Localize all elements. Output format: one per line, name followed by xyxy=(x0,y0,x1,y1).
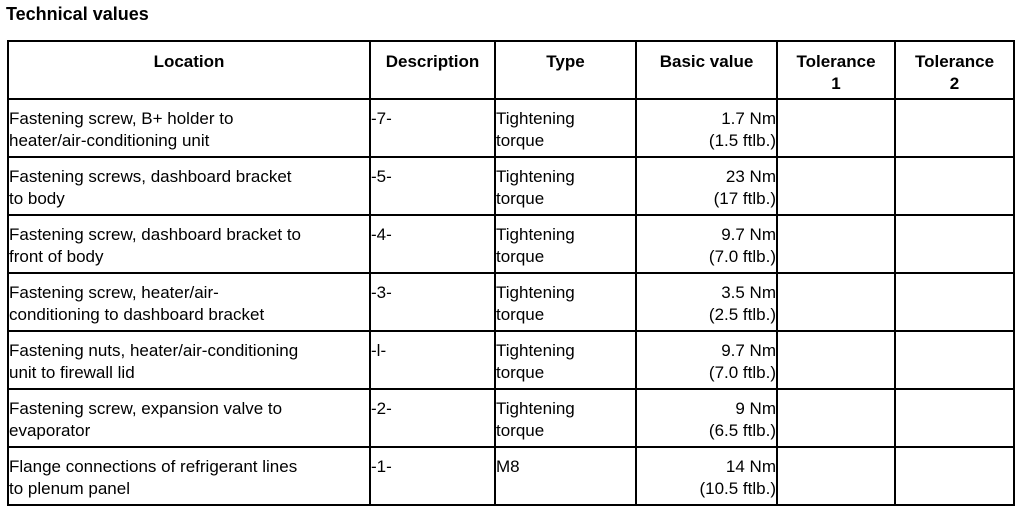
cell-tolerance-2 xyxy=(895,99,1014,157)
table-row xyxy=(8,215,1014,273)
cell-type-line: torque xyxy=(496,305,545,324)
cell-tolerance-1 xyxy=(777,273,895,331)
cell-type-line: torque xyxy=(496,247,545,266)
cell-tolerance-2 xyxy=(895,331,1014,389)
cell-basic-value xyxy=(636,331,777,389)
cell-basic-value-line: 9.7 Nm xyxy=(721,225,776,244)
column-header-tolerance-2: Tolerance 2 xyxy=(895,41,1014,99)
cell-basic-value-line: (7.0 ftlb.) xyxy=(708,247,776,266)
cell-description xyxy=(370,99,495,157)
cell-tolerance-1 xyxy=(777,331,895,389)
cell-tolerance-1 xyxy=(777,157,895,215)
cell-description xyxy=(370,215,495,273)
cell-location-line: Fastening screw, expansion valve to xyxy=(9,399,283,418)
technical-values-table xyxy=(7,40,1015,506)
cell-basic-value-line: 9.7 Nm xyxy=(721,341,776,360)
cell-description xyxy=(370,389,495,447)
column-header-description: Description xyxy=(370,41,495,99)
page-title: Technical values xyxy=(6,4,149,24)
cell-basic-value-line: 23 Nm xyxy=(725,167,776,186)
cell-type xyxy=(495,447,636,505)
column-header-basic-value: Basic value xyxy=(636,41,777,99)
column-header-location: Location xyxy=(8,41,370,99)
cell-type xyxy=(495,215,636,273)
cell-location xyxy=(8,389,370,447)
cell-type-line: Tightening xyxy=(496,109,575,128)
cell-basic-value xyxy=(636,215,777,273)
cell-tolerance-1 xyxy=(777,447,895,505)
cell-description-text: -l- xyxy=(371,341,387,360)
table-row xyxy=(8,331,1014,389)
cell-tolerance-1 xyxy=(777,215,895,273)
cell-type xyxy=(495,99,636,157)
cell-basic-value xyxy=(636,273,777,331)
cell-location xyxy=(8,99,370,157)
cell-basic-value-line: 14 Nm xyxy=(725,457,776,476)
cell-location-line: conditioning to dashboard bracket xyxy=(9,305,265,324)
cell-tolerance-2 xyxy=(895,273,1014,331)
table-row xyxy=(8,273,1014,331)
column-header-type: Type xyxy=(495,41,636,99)
cell-tolerance-1 xyxy=(777,389,895,447)
cell-tolerance-2 xyxy=(895,157,1014,215)
cell-type xyxy=(495,331,636,389)
cell-type-line: torque xyxy=(496,421,545,440)
cell-location-line: unit to firewall lid xyxy=(9,363,135,382)
cell-location-line: Fastening screw, B+ holder to xyxy=(9,109,234,128)
cell-description xyxy=(370,331,495,389)
cell-type-line: torque xyxy=(496,189,545,208)
cell-location xyxy=(8,215,370,273)
cell-location-line: Fastening nuts, heater/air-conditioning xyxy=(9,341,299,360)
cell-description xyxy=(370,273,495,331)
cell-type xyxy=(495,389,636,447)
cell-basic-value-line: 9 Nm xyxy=(735,399,776,418)
cell-description xyxy=(370,447,495,505)
table-header-row xyxy=(8,41,1014,99)
cell-description-text: -3- xyxy=(371,283,392,302)
cell-basic-value xyxy=(636,389,777,447)
cell-basic-value-line: (1.5 ftlb.) xyxy=(708,131,776,150)
cell-description xyxy=(370,157,495,215)
cell-type-line: Tightening xyxy=(496,167,575,186)
table-row xyxy=(8,389,1014,447)
cell-basic-value-line: (2.5 ftlb.) xyxy=(708,305,776,324)
cell-basic-value-line: 1.7 Nm xyxy=(721,109,776,128)
table-row xyxy=(8,447,1014,505)
cell-type-line: torque xyxy=(496,363,545,382)
column-header-tolerance-1: Tolerance 1 xyxy=(777,41,895,99)
cell-basic-value-line: (7.0 ftlb.) xyxy=(708,363,776,382)
cell-type-line: Tightening xyxy=(496,283,575,302)
cell-description-text: -7- xyxy=(371,109,392,128)
cell-location-line: Flange connections of refrigerant lines xyxy=(9,457,298,476)
cell-location-line: heater/air-conditioning unit xyxy=(9,131,210,150)
cell-basic-value-line: (17 ftlb.) xyxy=(713,189,776,208)
cell-basic-value xyxy=(636,157,777,215)
cell-location xyxy=(8,331,370,389)
cell-type-line: torque xyxy=(496,131,545,150)
cell-location-line: Fastening screws, dashboard bracket xyxy=(9,167,292,186)
cell-description-text: -1- xyxy=(371,457,392,476)
cell-location-line: Fastening screw, dashboard bracket to xyxy=(9,225,301,244)
table-row xyxy=(8,99,1014,157)
cell-location-line: front of body xyxy=(9,247,104,266)
cell-basic-value-line: (6.5 ftlb.) xyxy=(708,421,776,440)
cell-type-line: Tightening xyxy=(496,399,575,418)
cell-tolerance-2 xyxy=(895,447,1014,505)
cell-basic-value-line: (10.5 ftlb.) xyxy=(699,479,776,498)
cell-location xyxy=(8,273,370,331)
table-row xyxy=(8,157,1014,215)
cell-location-line: to body xyxy=(9,189,65,208)
cell-location-line: evaporator xyxy=(9,421,91,440)
cell-type-line: Tightening xyxy=(496,341,575,360)
cell-basic-value xyxy=(636,99,777,157)
cell-tolerance-2 xyxy=(895,389,1014,447)
cell-location xyxy=(8,157,370,215)
cell-location-line: to plenum panel xyxy=(9,479,130,498)
cell-basic-value xyxy=(636,447,777,505)
cell-basic-value-line: 3.5 Nm xyxy=(721,283,776,302)
cell-description-text: -5- xyxy=(371,167,392,186)
cell-tolerance-2 xyxy=(895,215,1014,273)
cell-type-line: Tightening xyxy=(496,225,575,244)
cell-location-line: Fastening screw, heater/air- xyxy=(9,283,219,302)
cell-type xyxy=(495,273,636,331)
cell-type xyxy=(495,157,636,215)
cell-location xyxy=(8,447,370,505)
cell-description-text: -4- xyxy=(371,225,392,244)
cell-description-text: -2- xyxy=(371,399,392,418)
cell-tolerance-1 xyxy=(777,99,895,157)
cell-type-line: M8 xyxy=(496,457,520,476)
